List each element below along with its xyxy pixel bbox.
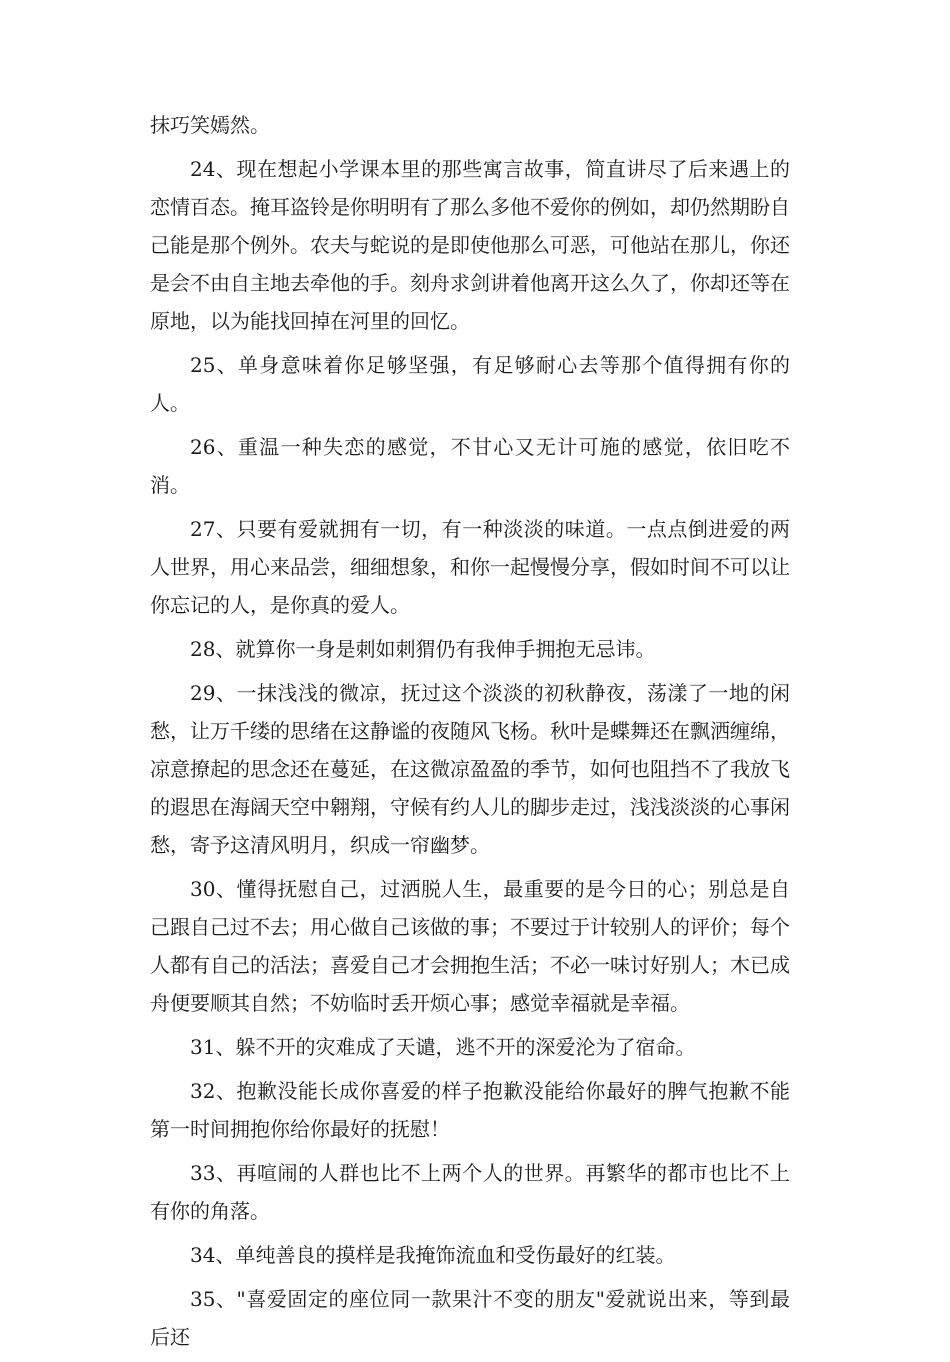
paragraph-continuation: 抹巧笑嫣然。 [150, 113, 270, 137]
paragraph-35: 35、"喜爱固定的座位同一款果汁不变的朋友"爱就说出来，等到最后还 [150, 1287, 790, 1349]
paragraph-31: 31、躲不开的灾难成了天谴，逃不开的深爱沦为了宿命。 [190, 1035, 696, 1059]
paragraph-28: 28、就算你一身是刺如刺猬仍有我伸手拥抱无忌讳。 [190, 637, 656, 661]
paragraph-33: 33、再喧闹的人群也比不上两个人的世界。再繁华的都市也比不上有你的角落。 [150, 1161, 790, 1223]
paragraph-25: 25、单身意味着你足够坚强，有足够耐心去等那个值得拥有你的人。 [150, 353, 790, 415]
paragraph-27: 27、只要有爱就拥有一切，有一种淡淡的味道。一点点倒进爱的两人世界，用心来品尝，细细想象，和你一起慢慢分享，假如时间不可以让你忘记的人，是你真的爱人。 [150, 517, 790, 617]
paragraph-34: 34、单纯善良的摸样是我掩饰流血和受伤最好的红装。 [190, 1243, 676, 1267]
paragraph-29: 29、一抹浅浅的微凉，抚过这个淡淡的初秋静夜，荡漾了一地的闲愁，让万千缕的思绪在这静谧的夜随风飞杨。秋叶是蝶舞还在飘洒缠绵，凉意撩起的思念还在蔓延，在这微凉盈盈的季节，如何也阻挡不了我放飞的遐思在海阔天空中翱翔，守候有约人儿的脚步走过，浅浅淡淡的心事闲愁，寄予这清风明月，织成一帘幽梦。 [150, 681, 790, 857]
paragraph-24: 24、现在想起小学课本里的那些寓言故事，简直讲尽了后来遇上的恋情百态。掩耳盗铃是你明明有了那么多他不爱你的例如，却仍然期盼自己能是那个例外。农夫与蛇说的是即使他那么可恶，可他站在那儿，你还是会不由自主地去牵他的手。刻舟求剑讲着他离开这么久了，你却还等在原地，以为能找回掉在河里的回忆。 [150, 157, 790, 333]
paragraph-26: 26、重温一种失恋的感觉，不甘心又无计可施的感觉，依旧吃不消。 [150, 435, 790, 497]
paragraph-30: 30、懂得抚慰自己，过洒脱人生，最重要的是今日的心；别总是自己跟自己过不去；用心做自己该做的事；不要过于计较别人的评价；每个人都有自己的活法；喜爱自己才会拥抱生活；不必一味讨好别人；木已成舟便要顺其自然；不妨临时丢开烦心事；感觉幸福就是幸福。 [150, 877, 790, 1015]
paragraph-32: 32、抱歉没能长成你喜爱的样子抱歉没能给你最好的脾气抱歉不能第一时间拥抱你给你最好的抚慰！ [150, 1079, 790, 1141]
document-body [150, 106, 790, 1362]
